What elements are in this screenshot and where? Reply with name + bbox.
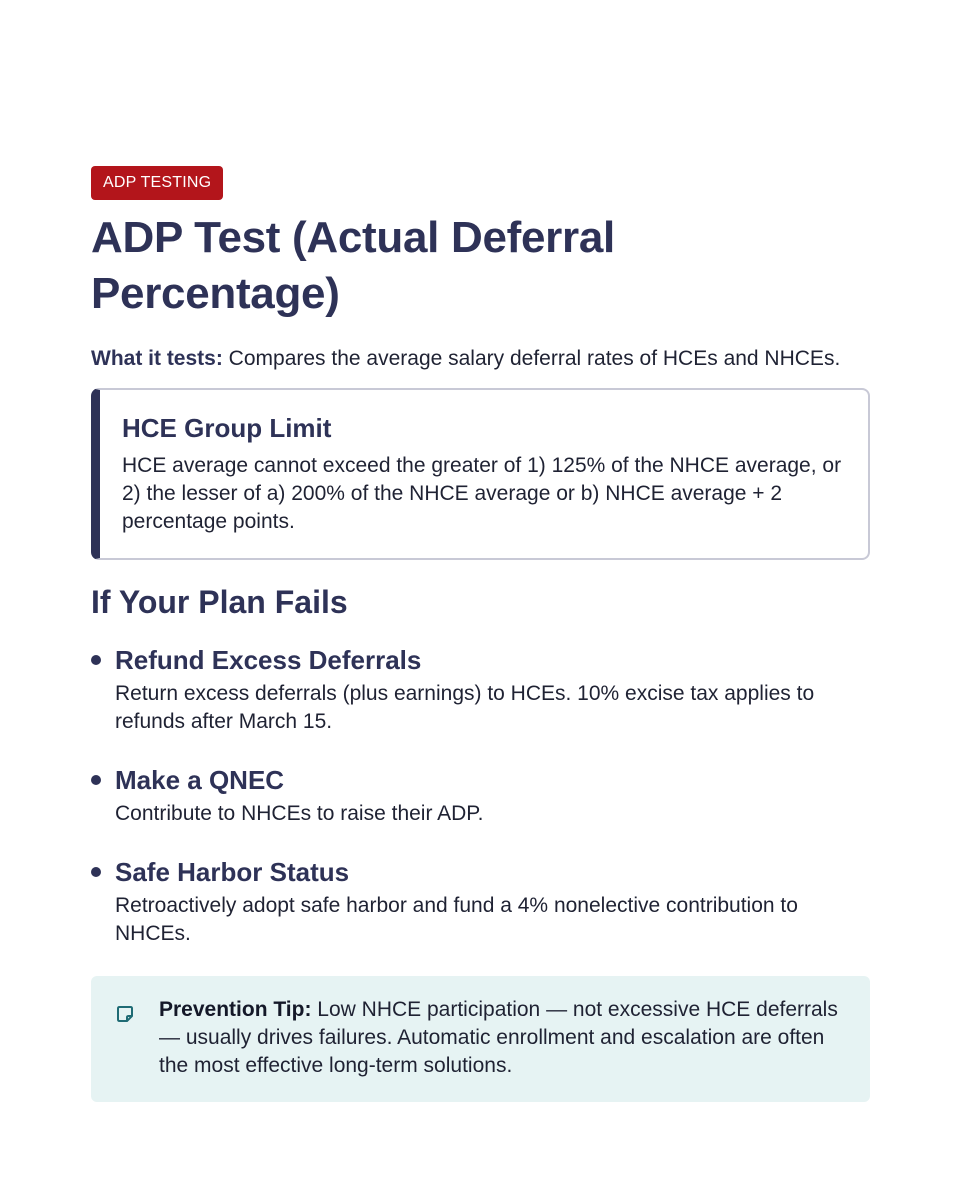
note-icon xyxy=(115,1004,135,1024)
hce-limit-callout xyxy=(91,388,870,560)
list-item xyxy=(91,856,870,948)
list-item-title: Safe Harbor Status xyxy=(115,857,350,887)
prevention-tip-callout xyxy=(91,976,870,1102)
correction-list xyxy=(91,644,870,948)
list-item-text: Return excess deferrals (plus earnings) to HCEs. 10% excise tax applies to refunds after March 15. xyxy=(115,682,815,733)
list-item-text: Contribute to NHCEs to raise their ADP. xyxy=(115,802,484,825)
list-item xyxy=(91,764,870,828)
prevention-tip-label: Prevention Tip: xyxy=(159,998,312,1021)
fails-section-title: If Your Plan Fails xyxy=(91,584,348,620)
bullet-icon xyxy=(91,867,101,877)
list-item-title: Refund Excess Deferrals xyxy=(115,645,422,675)
prevention-tip-body: Low NHCE participation — not excessive HCE deferrals — usually drives failures. Automatic enrollment and escalation are often the most effective long-term solutions. xyxy=(159,998,838,1077)
prevention-tip-text xyxy=(159,996,846,1080)
hce-limit-title: HCE Group Limit xyxy=(122,413,332,443)
page-title: ADP Test (Actual Deferral Percentage) xyxy=(91,213,615,318)
page xyxy=(91,166,870,1102)
what-it-tests xyxy=(91,344,870,374)
list-item xyxy=(91,644,870,736)
list-item-text: Retroactively adopt safe harbor and fund a 4% nonelective contribution to NHCEs. xyxy=(115,894,798,945)
hce-limit-text: HCE average cannot exceed the greater of 1) 125% of the NHCE average, or 2) the lesser of a) 200% of the NHCE average or b) NHCE average + 2 percentage points. xyxy=(122,454,842,533)
what-it-tests-text: Compares the average salary deferral rates of HCEs and NHCEs. xyxy=(222,347,841,370)
category-badge: ADP TESTING xyxy=(91,166,223,200)
bullet-icon xyxy=(91,655,101,665)
bullet-icon xyxy=(91,775,101,785)
list-item-title: Make a QNEC xyxy=(115,765,285,795)
what-it-tests-label: What it tests: xyxy=(91,347,223,370)
